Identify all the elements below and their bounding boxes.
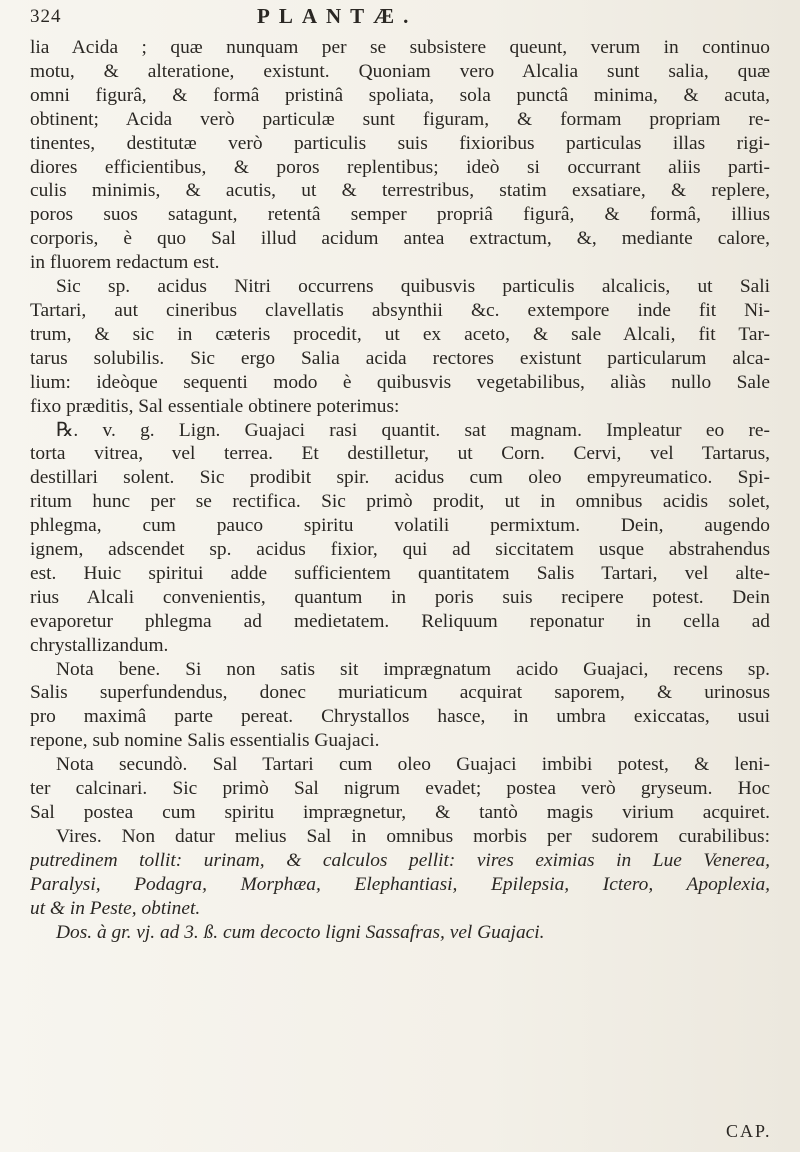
text-line: destillari solent. Sic prodibit spir. acidus cum oleo empyreumatico. Spi- <box>30 467 770 489</box>
text-line: Paralysi, Podagra, Morphæa, Elephantiasi, Epilepsia, Ictero, Apoplexia, <box>30 873 770 895</box>
body-text <box>30 36 770 944</box>
text-line: putredinem tollit: urinam, & calculos pellit: vires eximias in Lue Venerea, <box>30 849 770 871</box>
text-line: motu, & alteratione, existunt. Quoniam vero Alcalia sunt salia, quæ <box>30 60 770 82</box>
text-line: Sic sp. acidus Nitri occurrens quibusvis particulis alcalicis, ut Sali <box>56 276 770 298</box>
running-head: PLANTÆ. <box>257 4 418 28</box>
text-line: ut & in Peste, obtinet. <box>30 897 201 919</box>
text-line: repone, sub nomine Salis essentialis Guajaci. <box>30 730 380 752</box>
text-line: omni figurâ, & formâ pristinâ spoliata, sola punctâ minima, & acuta, <box>30 84 770 106</box>
text-line: ℞. v. g. Lign. Guajaci rasi quantit. sat magnam. Impleatur eo re- <box>56 419 770 441</box>
text-line: diores efficientibus, & poros replentibus; ideò si occurrant aliis parti- <box>30 156 770 178</box>
text-line: fixo præditis, Sal essentiale obtinere poterimus: <box>30 395 400 417</box>
text-line: Salis superfundendus, donec muriaticum acquirat saporem, & urinosus <box>30 682 770 704</box>
text-line: Sal postea cum spiritu imprægnetur, & tantò magis virium acquiret. <box>30 802 770 823</box>
text-line: Nota secundò. Sal Tartari cum oleo Guajaci imbibi potest, & leni- <box>56 754 770 776</box>
catchword: CAP. <box>726 1121 772 1141</box>
text-line: ritum hunc per se rectifica. Sic primò prodit, ut in omnibus acidis solet, <box>30 491 770 513</box>
text-line: obtinent; Acida verò particulæ sunt figuram, & formam propriam re- <box>30 108 770 130</box>
text-line: torta vitrea, vel terrea. Et destilletur, ut Corn. Cervi, vel Tartarus, <box>30 443 770 465</box>
text-line: phlegma, cum pauco spiritu volatili permixtum. Dein, augendo <box>30 515 770 537</box>
text-line: corporis, è quo Sal illud acidum antea extractum, &, mediante calore, <box>30 228 770 250</box>
text-line: evaporetur phlegma ad medietatem. Reliquum reponatur in cella ad <box>30 610 770 632</box>
page-number: 324 <box>30 6 62 27</box>
text-line: rius Alcali convenientis, quantum in poris suis recipere potest. Dein <box>30 586 770 608</box>
text-line: Nota bene. Si non satis sit imprægnatum acido Guajaci, recens sp. <box>56 658 770 680</box>
text-line: Tartari, aut cineribus clavellatis absynthii &c. extempore inde fit Ni- <box>30 299 770 321</box>
text-line: tinentes, destitutæ verò particulis suis fixioribus particulas illas rigi- <box>30 132 770 154</box>
text-line: ignem, adscendet sp. acidus fixior, qui ad siccitatem usque abstrahendus <box>30 539 770 561</box>
text-line: lium: ideòque sequenti modo è quibusvis vegetabilibus, aliàs nullo Sale <box>30 371 770 393</box>
text-line: trum, & sic in cæteris procedit, ut ex aceto, & sale Alcali, fit Tar- <box>30 323 770 345</box>
text-line: poros suos satagunt, retentâ semper propriâ figurâ, & formâ, illius <box>30 204 770 226</box>
text-line: tarus solubilis. Sic ergo Salia acida rectores existunt particularum alca- <box>30 347 770 369</box>
text-line: culis minimis, & acutis, ut & terrestribus, statim exsatiare, & replere, <box>30 180 770 202</box>
text-line: Vires. Non datur melius Sal in omnibus morbis per sudorem curabilibus: <box>56 825 770 847</box>
text-line: in fluorem redactum est. <box>30 252 220 274</box>
text-line: ter calcinari. Sic primò Sal nigrum evadet; postea verò gryseum. Hoc <box>30 778 770 800</box>
text-line: lia Acida ; quæ nunquam per se subsistere queunt, verum in continuo <box>30 37 770 58</box>
page-header <box>30 2 770 36</box>
text-line: pro maximâ parte pereat. Chrystallos hasce, in umbra exiccatas, usui <box>30 706 770 728</box>
text-line: est. Huic spiritui adde sufficientem quantitatem Salis Tartari, vel alte- <box>30 562 770 584</box>
text-line: Dos. à gr. vj. ad 3. ß. cum decocto ligni Sassafras, vel Guajaci. <box>56 921 545 943</box>
text-line: chrystallizandum. <box>30 634 169 656</box>
